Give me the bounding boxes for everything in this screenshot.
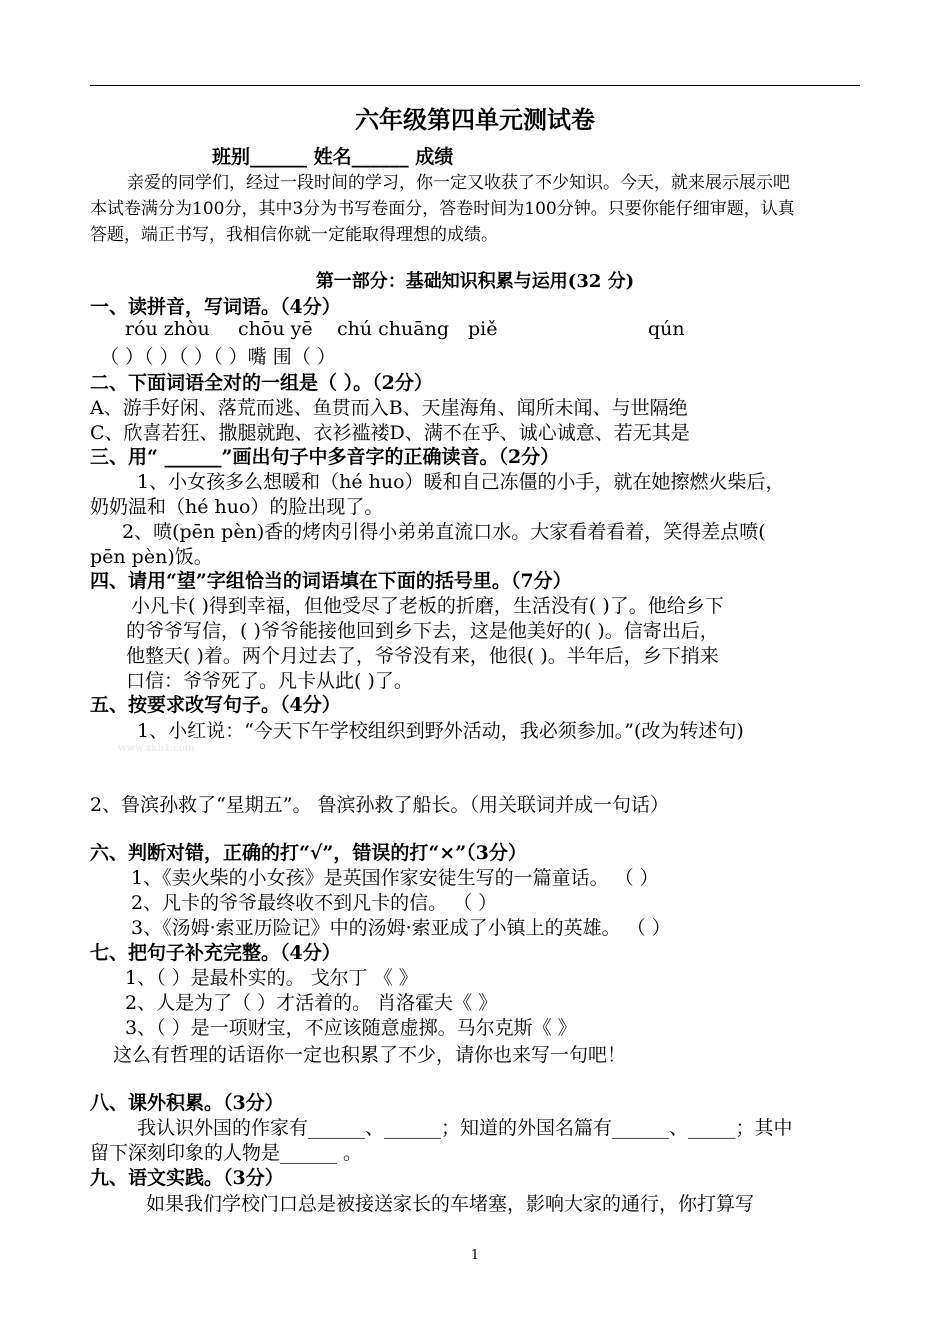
practice-prompt-line-1: 如果我们学校门口总是被接送家长的车堵塞，影响大家的通行，你打算写	[146, 1193, 755, 1215]
fill-passage-line-1: 小凡卡( )得到幸福，但他受尽了老板的折磨，生活没有( )了。他给乡下	[131, 595, 724, 617]
section-5-heading: 五、按要求改写句子。（4分）	[90, 694, 341, 716]
choice-line-ab: A、游手好闲、落荒而逃、鱼贯而入B、天崖海角、闻所未闻、与世隔绝	[90, 397, 688, 419]
rewrite-item-1: 1、小红说：“今天下午学校组织到野外活动，我必须参加。”(改为转述句)	[137, 720, 744, 742]
pinyin-1: róu zhòu	[125, 318, 210, 340]
pinyin-4: piě	[468, 318, 498, 340]
true-false-item-1: 1、《卖火柴的小女孩》是英国作家安徒生写的一篇童话。 （ ）	[131, 867, 659, 889]
true-false-item-2: 2、凡卡的爷爷最终收不到凡卡的信。 （ ）	[131, 892, 498, 914]
section-1-heading: 一、读拼音，写词语。（4分）	[90, 296, 341, 318]
answer-blanks-row: （ ）（ ）（ ）（ ）嘴 围（ ）	[100, 346, 336, 368]
complete-sentence-2: 2、人是为了（ ）才活着的。 肖洛霍夫《 》	[125, 992, 498, 1014]
fill-passage-line-4: 口信：爷爷死了。凡卡从此( )了。	[126, 670, 413, 692]
write-your-own-prompt: 这么有哲理的话语你一定也积累了不少，请你也来写一句吧！	[113, 1044, 627, 1066]
section-9-heading: 九、语文实践。（3分）	[90, 1167, 284, 1189]
pinyin-5: qún	[648, 318, 685, 340]
pinyin-2: chōu yē	[238, 318, 313, 340]
fill-passage-line-2: 的爷爷写信，( )爷爷能接他回到乡下去，这是他美好的( )。信寄出后，	[126, 620, 719, 642]
section-7-heading: 七、把句子补充完整。（4分）	[90, 942, 341, 964]
complete-sentence-3: 3、（ ）是一项财宝，不应该随意虚掷。马尔克斯《 》	[125, 1017, 577, 1039]
polyphone-sentence-2b: pēn pèn)饭。	[90, 546, 213, 568]
section-2-heading: 二、下面词语全对的一组是（ ）。（2分）	[90, 372, 433, 394]
page-title: 六年级第四单元测试卷	[355, 105, 595, 134]
extra-reading-line-1: 我认识外国的作家有______、______；知道的外国名篇有______、_____；其中	[137, 1117, 793, 1139]
intro-line-2: 本试卷满分为100分，其中3分为书写卷面分，答卷时间为100分钟。只要你能仔细审题，认真	[90, 199, 795, 219]
pinyin-3: chú chuāng	[337, 318, 449, 340]
fill-passage-line-3: 他整天( )着。两个月过去了，爷爷没有来，他很( )。半年后，乡下捎来	[126, 645, 719, 667]
top-rule	[90, 85, 860, 86]
section-8-heading: 八、课外积累。（3分）	[90, 1092, 284, 1114]
rewrite-item-2: 2、鲁滨孙救了“星期五”。 鲁滨孙救了船长。（用关联词并成一句话）	[90, 794, 670, 816]
student-info-line: 班别______ 姓名______ 成绩	[212, 146, 454, 168]
intro-line-3: 答题，端正书写，我相信你就一定能取得理想的成绩。	[90, 225, 498, 245]
polyphone-sentence-2a: 2、喷(pēn pèn)香的烤肉引得小弟弟直流口水。大家看着看着，笑得差点喷(	[122, 521, 766, 543]
section-3-heading: 三、用“ ______”画出句子中多音字的正确读音。（2分）	[90, 446, 560, 468]
page-number: 1	[470, 1248, 480, 1263]
section-6-heading: 六、判断对错，正确的打“√”，错误的打“×”（3分）	[90, 842, 527, 864]
true-false-item-3: 3、《汤姆·索亚历险记》中的汤姆·索亚成了小镇上的英雄。 （ ）	[131, 917, 671, 939]
complete-sentence-1: 1、（ ）是最朴实的。 戈尔丁 《 》	[125, 967, 418, 989]
choice-line-cd: C、欣喜若狂、撒腿就跑、衣衫褴褛D、满不在乎、诚心诚意、若无其是	[90, 422, 690, 444]
polyphone-sentence-1b: 奶奶温和（hé huo）的脸出现了。	[90, 496, 384, 518]
polyphone-sentence-1a: 1、小女孩多么想暖和（hé huo）暖和自己冻僵的小手，就在她擦燃火柴后，	[137, 471, 785, 493]
extra-reading-line-2: 留下深刻印象的人物是______ 。	[90, 1142, 363, 1164]
part-one-title: 第一部分：基础知识积累与运用(32 分)	[315, 271, 635, 292]
intro-line-1: 亲爱的同学们，经过一段时间的学习，你一定又收获了不少知识。今天，就来展示展示吧	[127, 173, 790, 193]
section-4-heading: 四、请用“望”字组恰当的词语填在下面的括号里。（7分）	[90, 570, 572, 592]
watermark: www.xkb1.com	[118, 743, 195, 754]
